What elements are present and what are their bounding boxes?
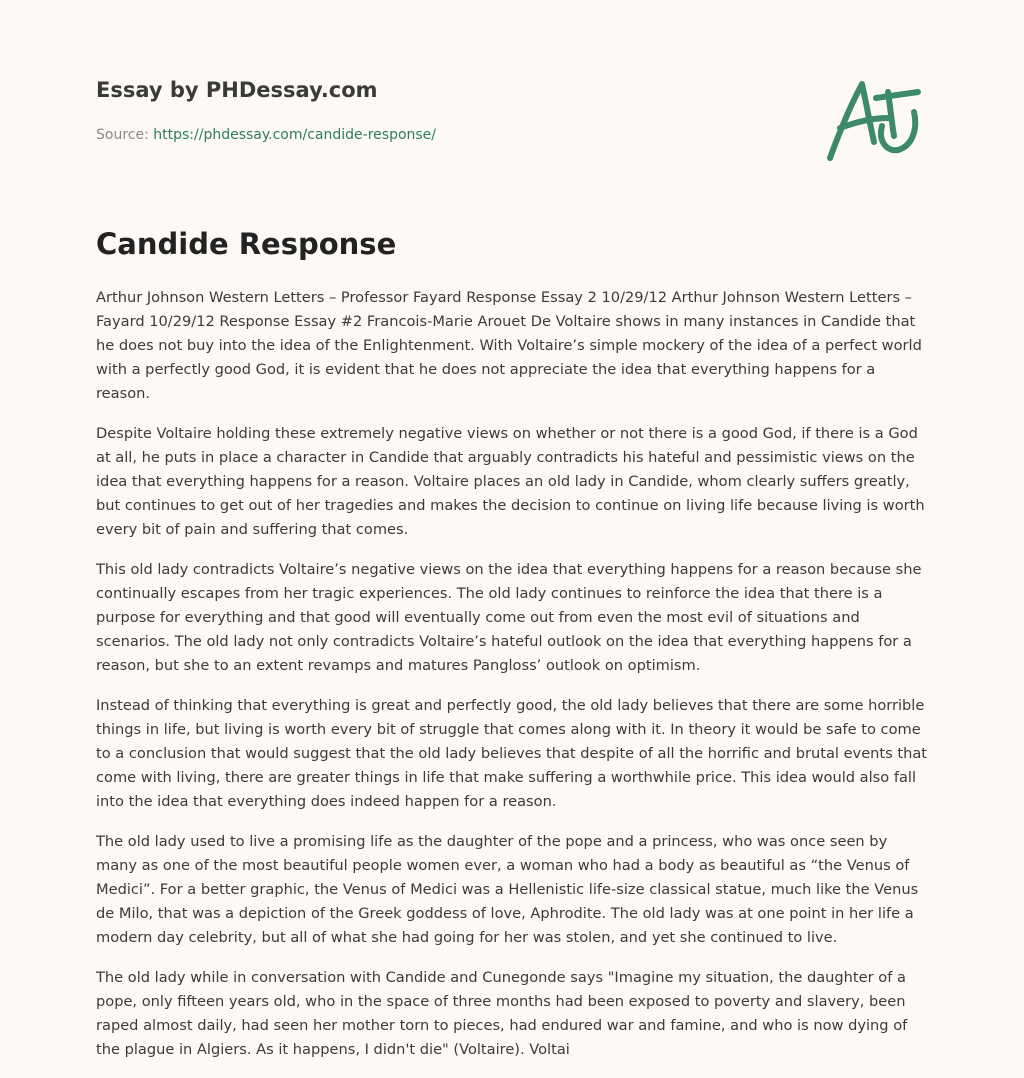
essay-body: [96, 286, 928, 1078]
a-plus-logo-icon: [822, 66, 930, 166]
essay-paragraph: Arthur Johnson Western Letters – Professor Fayard Response Essay 2 10/29/12 Arthur Johnson Western Letters – Fayard 10/29/12 Response Essay #2 Francois-Marie Arouet De Voltaire shows in many instances in Candide that he does not buy into the idea of the Enlightenment. With Voltaire’s simple mockery of the idea of a perfect world with a perfectly good God, it is evident that he does not appreciate the idea that everything happens for a reason.: [96, 289, 922, 402]
source-label: Source:: [96, 127, 154, 143]
essay-paragraph: Instead of thinking that everything is great and perfectly good, the old lady believes that there are some horrible things in life, but living is worth every bit of struggle that comes along with it. In theory it would be safe to come to a conclusion that would suggest that the old lady believes that despite of all the horrific and brutal events that come with living, there are greater things in life that make suffering a worthwhile price. This idea would also fall into the idea that everything does indeed happen for a reason.: [96, 697, 928, 810]
site-header: [96, 76, 656, 145]
essay-paragraph: Despite Voltaire holding these extremely negative views on whether or not there is a good God, if there is a God at all, he puts in place a character in Candide that arguably contradicts his hateful and pessimistic views on the idea that everything happens for a reason. Voltaire places an old lady in Candide, whom clearly suffers greatly, but continues to get out of her tragedies and makes the decision to continue on living life because living is worth every bit of pain and suffering that comes.: [96, 425, 925, 538]
essay-title: Candide Response: [96, 227, 397, 261]
source-line: [96, 125, 656, 145]
essay-paragraph: The old lady used to live a promising life as the daughter of the pope and a princess, who was once seen by many as one of the most beautiful people women ever, a woman who had a body as beautiful as “the Venus of Medici”. For a better graphic, the Venus of Medici was a Hellenistic life-size classical statue, much like the Venus de Milo, that was a depiction of the Greek goddess of love, Aphrodite. The old lady was at one point in her life a modern day celebrity, but all of what she had going for her was stolen, and yet she continued to live.: [96, 833, 919, 946]
site-title: Essay by PHDessay.com: [96, 78, 378, 102]
source-link[interactable]: https://phdessay.com/candide-response/: [153, 127, 437, 143]
essay-paragraph: This old lady contradicts Voltaire’s negative views on the idea that everything happens for a reason because she continually escapes from her tragic experiences. The old lady continues to reinforce the idea that there is a purpose for everything and that good will eventually come out from even the most evil of situations and scenarios. The old lady not only contradicts Voltaire’s hateful outlook on the idea that everything happens for a reason, but she to an extent revamps and matures Pangloss’ outlook on optimism.: [96, 561, 922, 674]
essay-paragraph: The old lady while in conversation with Candide and Cunegonde says "Imagine my situation, the daughter of a pope, only fifteen years old, who in the space of three months had been exposed to poverty and slavery, been raped almost daily, had seen her mother torn to pieces, had endured war and famine, and who is now dying of the plague in Algiers. As it happens, I didn't die" (Voltaire). Voltai: [96, 969, 908, 1058]
